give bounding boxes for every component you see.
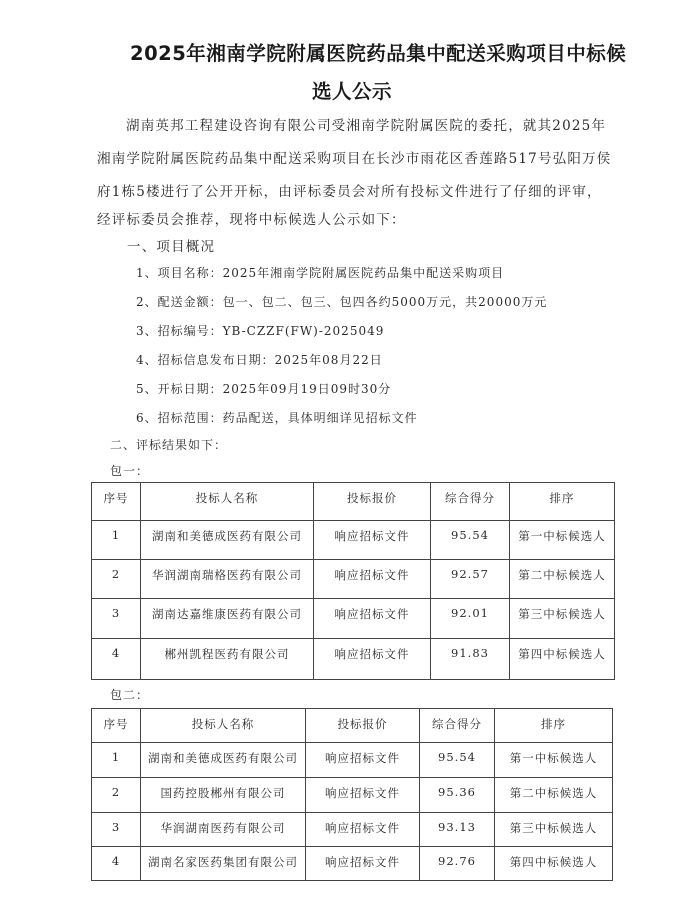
rank-number: 3 — [92, 813, 141, 847]
table-row — [92, 639, 615, 680]
table-header-row — [92, 709, 613, 743]
table-row — [92, 847, 613, 881]
score: 93.13 — [420, 813, 495, 847]
bidder-name: 国药控股郴州有限公司 — [141, 778, 306, 813]
header-cell: 投标报价 — [314, 483, 431, 521]
header-cell: 序号 — [92, 483, 141, 521]
header-cell: 综合得分 — [431, 483, 510, 521]
header-cell: 排序 — [495, 709, 613, 743]
score: 95.54 — [420, 743, 495, 778]
header-cell: 投标报价 — [306, 709, 420, 743]
rank-number: 2 — [92, 560, 141, 599]
table-row — [92, 521, 615, 560]
score: 92.57 — [431, 560, 510, 599]
section1-heading: 一、项目概况 — [127, 239, 216, 255]
intro-line-1: 湖南英邦工程建设咨询有限公司受湘南学院附属医院的委托，就其2025年 — [126, 118, 607, 134]
header-cell: 投标人名称 — [141, 483, 314, 521]
score: 92.01 — [431, 599, 510, 639]
table-row — [92, 813, 613, 847]
package-1-label: 包一： — [110, 464, 150, 478]
bid-price: 响应招标文件 — [306, 847, 420, 881]
document-title-line1: 2025年湘南学院附属医院药品集中配送采购项目中标候 — [130, 42, 627, 65]
ranking: 第三中标候选人 — [510, 599, 615, 639]
table-row — [92, 560, 615, 599]
header-cell: 排序 — [510, 483, 615, 521]
document-title-line2: 选人公示 — [312, 80, 393, 103]
bid-price: 响应招标文件 — [314, 639, 431, 680]
intro-line-2: 湘南学院附属医院药品集中配送采购项目在长沙市雨花区香莲路517号弘阳万侯 — [97, 151, 612, 167]
bidder-name: 湖南和美德成医药有限公司 — [141, 521, 314, 560]
overview-item-5: 5、开标日期：2025年09月19日09时30分 — [136, 382, 392, 396]
overview-item-2: 2、配送金额：包一、包二、包三、包四各约5000万元，共20000万元 — [136, 295, 548, 309]
rank-number: 4 — [92, 847, 141, 881]
ranking: 第一中标候选人 — [495, 743, 613, 778]
overview-item-4: 4、招标信息发布日期：2025年08月22日 — [136, 353, 383, 367]
bid-price: 响应招标文件 — [314, 560, 431, 599]
rank-number: 4 — [92, 639, 141, 680]
bidder-name: 郴州凯程医药有限公司 — [141, 639, 314, 680]
header-cell: 序号 — [92, 709, 141, 743]
ranking: 第四中标候选人 — [495, 847, 613, 881]
ranking: 第三中标候选人 — [495, 813, 613, 847]
bid-price: 响应招标文件 — [314, 599, 431, 639]
table-row — [92, 778, 613, 813]
section2-heading: 二、评标结果如下： — [110, 438, 228, 452]
bid-price: 响应招标文件 — [306, 778, 420, 813]
table-row — [92, 743, 613, 778]
intro-line-4: 经评标委员会推荐，现将中标候选人公示如下： — [97, 212, 406, 228]
ranking: 第一中标候选人 — [510, 521, 615, 560]
ranking: 第二中标候选人 — [510, 560, 615, 599]
header-cell: 综合得分 — [420, 709, 495, 743]
bidder-name: 湖南达嘉维康医药有限公司 — [141, 599, 314, 639]
rank-number: 3 — [92, 599, 141, 639]
overview-item-3: 3、招标编号：YB-CZZF(FW)-2025049 — [136, 324, 385, 338]
bidder-name: 湖南和美德成医药有限公司 — [141, 743, 306, 778]
rank-number: 1 — [92, 743, 141, 778]
bid-price: 响应招标文件 — [306, 813, 420, 847]
ranking: 第二中标候选人 — [495, 778, 613, 813]
header-cell: 投标人名称 — [141, 709, 306, 743]
bidder-name: 湖南名家医药集团有限公司 — [141, 847, 306, 881]
bidder-name: 华润湖南瑞格医药有限公司 — [141, 560, 314, 599]
bid-price: 响应招标文件 — [314, 521, 431, 560]
score: 95.54 — [431, 521, 510, 560]
overview-item-6: 6、招标范围：药品配送，具体明细详见招标文件 — [136, 411, 418, 425]
bidder-name: 华润湖南医药有限公司 — [141, 813, 306, 847]
rank-number: 2 — [92, 778, 141, 813]
ranking: 第四中标候选人 — [510, 639, 615, 680]
table-row — [92, 599, 615, 639]
intro-line-3: 府1栋5楼进行了公开开标，由评标委员会对所有投标文件进行了仔细的评审， — [97, 184, 602, 200]
package-1-table — [91, 482, 615, 680]
bid-price: 响应招标文件 — [306, 743, 420, 778]
overview-item-1: 1、项目名称：2025年湘南学院附属医院药品集中配送采购项目 — [136, 266, 505, 280]
score: 92.76 — [420, 847, 495, 881]
package-2-table — [91, 708, 613, 881]
package-2-label: 包二： — [110, 688, 150, 702]
score: 91.83 — [431, 639, 510, 680]
score: 95.36 — [420, 778, 495, 813]
rank-number: 1 — [92, 521, 141, 560]
table-header-row — [92, 483, 615, 521]
